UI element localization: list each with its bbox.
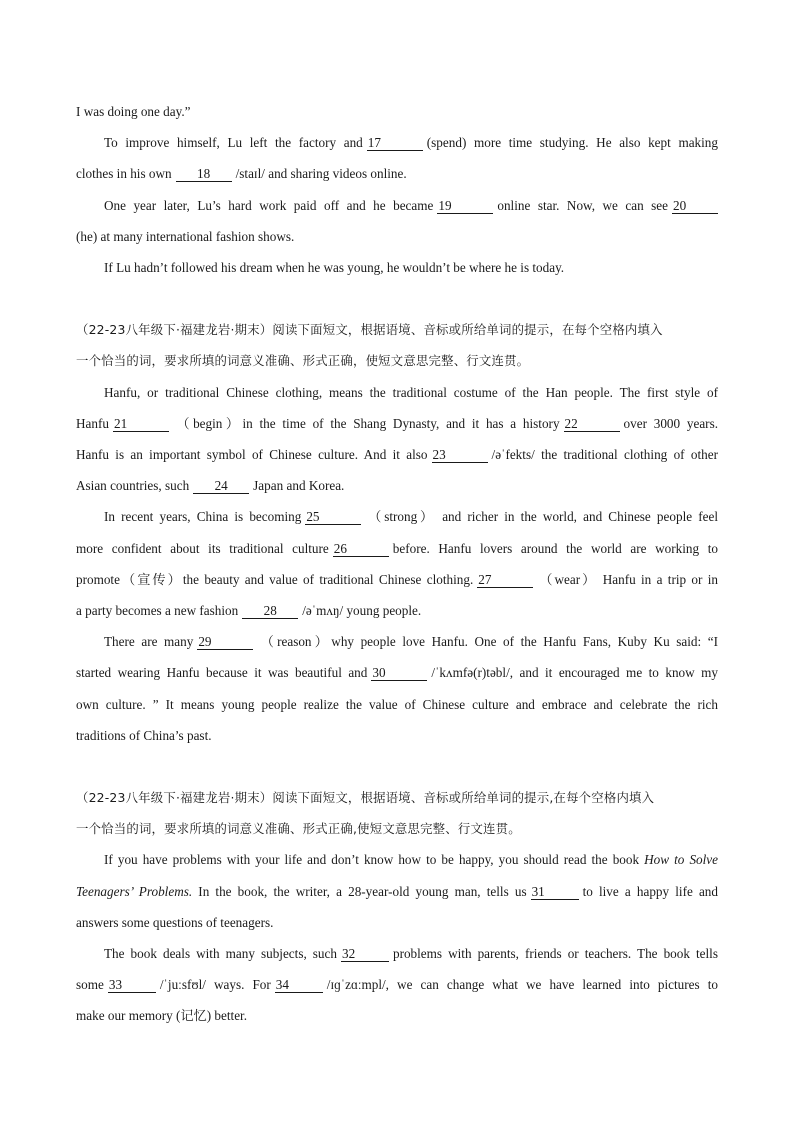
text: Hanfu (76, 416, 109, 431)
p2-line-2 (76, 415, 718, 433)
text: online star. Now, we can see (497, 198, 668, 213)
text: /əˈfekts/ the traditional clothing of other (491, 447, 718, 462)
text: /ˈkʌmfə(r)təbl/, and it encouraged me to know my (431, 665, 719, 680)
header-text: 一个恰当的词，要求所填的词意义准确、形式正确，使短文意思完整、行文连贯。 (76, 353, 530, 368)
text: answers some questions of teenagers. (76, 915, 274, 930)
text: traditions of China’s past. (76, 728, 212, 743)
blank-30[interactable]: 30 (371, 666, 427, 681)
text: own culture. ” It means young people realize the value of Chinese culture and embrace and celebrate the rich (76, 697, 718, 712)
p3-line-4 (104, 945, 718, 963)
text: /ɪɡˈzɑːmpl/, we can change what we have learned into pictures to (326, 977, 718, 992)
text: There are many (104, 634, 194, 649)
text: /ˈjuːsfʊl/ ways. For (159, 977, 271, 992)
p2-line-6 (76, 540, 718, 558)
text: Japan and Korea. (253, 478, 345, 493)
blank-19[interactable]: 19 (437, 199, 493, 214)
header-text: （22-23八年级下·福建龙岩·期末）阅读下面短文，根据语境、音标或所给单词的提示,在每个空格内填入 (76, 790, 655, 805)
p1-line-5 (76, 228, 718, 246)
text: I was doing one day.” (76, 104, 191, 119)
blank-28[interactable]: 28 (242, 604, 298, 619)
blank-31[interactable]: 31 (531, 885, 579, 900)
header-text: （22-23八年级下·福建龙岩·期末）阅读下面短文，根据语境、音标或所给单词的提示，在每个空格内填入 (76, 322, 663, 337)
blank-33[interactable]: 33 (108, 978, 156, 993)
p2-header-1 (76, 321, 718, 339)
p2-header-2 (76, 352, 718, 370)
text: Asian countries, such (76, 478, 190, 493)
p2-line-11 (76, 696, 718, 714)
p1-line-4 (104, 197, 718, 215)
text: （reason）why people love Hanfu. One of the Hanfu Fans, Kuby Ku said: “I (257, 634, 718, 649)
header-text: 一个恰当的词，要求所填的词意义准确、形式正确,使短文意思完整、行文连贯。 (76, 821, 521, 836)
text: to live a happy life and (582, 884, 718, 899)
text: （strong） and richer in the world, and Chinese people feel (365, 509, 718, 524)
blank-34[interactable]: 34 (275, 978, 323, 993)
text: (he) at many international fashion shows. (76, 229, 295, 244)
blank-32[interactable]: 32 (341, 947, 389, 962)
p2-line-3 (76, 446, 718, 464)
text: The book deals with many subjects, such (104, 946, 337, 961)
text: /staɪl/ and sharing videos online. (235, 166, 407, 181)
p3-line-2 (76, 883, 718, 901)
p3-line-3 (76, 914, 718, 932)
text: Hanfu, or traditional Chinese clothing, means the traditional costume of the Han people. The first style of (104, 385, 718, 400)
p3-line-1 (104, 851, 718, 869)
blank-18[interactable]: 18 (176, 167, 232, 182)
text: started wearing Hanfu because it was beautiful and (76, 665, 368, 680)
book-title: How to Solve (644, 852, 719, 867)
p2-line-12 (76, 727, 718, 745)
p1-line-6 (104, 259, 718, 277)
text: In recent years, China is becoming (104, 509, 302, 524)
text: In the book, the writer, a 28-year-old young man, tells us (198, 884, 527, 899)
p3-line-6 (76, 1007, 718, 1025)
text: a party becomes a new fashion (76, 603, 239, 618)
blank-27[interactable]: 27 (477, 573, 533, 588)
text: If Lu hadn’t followed his dream when he was young, he wouldn’t be where he is today. (104, 260, 565, 275)
p2-line-7 (76, 571, 718, 589)
p2-line-5 (104, 508, 718, 526)
text: If you have problems with your life and don’t know how to be happy, you should read the book (104, 852, 640, 867)
blank-20[interactable]: 20 (672, 199, 718, 214)
text: promote（宣传）the beauty and value of traditional Chinese clothing. (76, 572, 474, 587)
blank-24[interactable]: 24 (193, 479, 249, 494)
book-title: Teenagers’ Problems. (76, 884, 193, 899)
text: more confident about its traditional culture (76, 541, 329, 556)
text: One year later, Lu’s hard work paid off and he became (104, 198, 434, 213)
p2-line-1 (104, 384, 718, 402)
text: To improve himself, Lu left the factory and (104, 135, 363, 150)
text: clothes in his own (76, 166, 172, 181)
text: /əˈmʌŋ/ young people. (302, 603, 422, 618)
p2-line-8 (76, 602, 718, 620)
p1-line-2 (104, 134, 718, 152)
p3-line-5 (76, 976, 718, 994)
text: some (76, 977, 104, 992)
blank-17[interactable]: 17 (367, 136, 423, 151)
p1-line-3 (76, 165, 718, 183)
p1-line-1 (76, 103, 718, 121)
text: Hanfu is an important symbol of Chinese culture. And it also (76, 447, 428, 462)
text: over 3000 years. (623, 416, 718, 431)
blank-23[interactable]: 23 (432, 448, 488, 463)
text: problems with parents, friends or teachers. The book tells (392, 946, 718, 961)
blank-25[interactable]: 25 (305, 510, 361, 525)
text: （begin）in the time of the Shang Dynasty, and it has a history (172, 416, 560, 431)
blank-21[interactable]: 21 (113, 417, 169, 432)
p3-header-2 (76, 820, 718, 838)
p2-line-10 (76, 664, 718, 682)
text: make our memory (记忆) better. (76, 1008, 248, 1023)
blank-29[interactable]: 29 (197, 635, 253, 650)
text: (spend) more time studying. He also kept making (426, 135, 718, 150)
blank-22[interactable]: 22 (564, 417, 620, 432)
text: before. Hanfu lovers around the world are working to (392, 541, 718, 556)
p2-line-9 (104, 633, 718, 651)
blank-26[interactable]: 26 (333, 542, 389, 557)
text: （wear） Hanfu in a trip or in (537, 572, 718, 587)
p3-header-1 (76, 789, 718, 807)
p2-line-4 (76, 477, 718, 495)
